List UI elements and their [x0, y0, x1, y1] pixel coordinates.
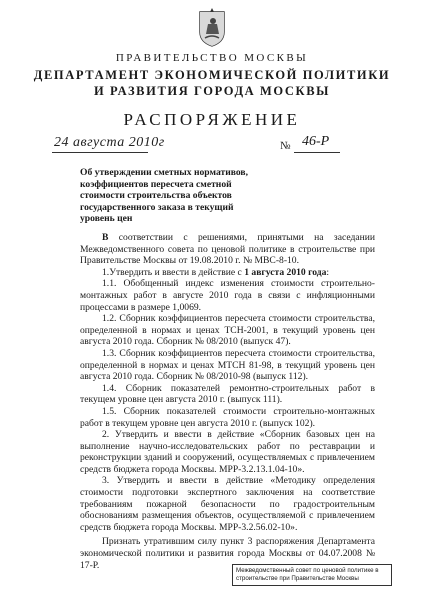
item-1-prefix: 1.Утвердить и ввести в действие с: [102, 266, 245, 278]
intro-paragraph: [80, 232, 375, 267]
moscow-coat-of-arms-icon: [197, 8, 227, 48]
document-body: [80, 232, 375, 571]
document-subject: Об утверждении сметных нормативов, коэффициентов пересчета сметной стоимости строительства объектов государственного заказа в текущий уровень цен: [80, 167, 248, 225]
date-underline: [52, 152, 148, 153]
item-1-date: 1 августа 2010 года: [244, 266, 327, 278]
item-1-1: 1.1. Обобщенный индекс изменения стоимости строительно-монтажных работ в августе 2010 года в связи с инфляционными процессами в размере 1,0069.: [80, 278, 375, 313]
stamp-text: Межведомственный совет по ценовой политике в строительстве при Правительстве Москвы: [232, 564, 392, 586]
number-underline: [294, 152, 340, 153]
document-type-title: РАСПОРЯЖЕНИЕ: [123, 110, 301, 129]
item-1-2: 1.2. Сборник коэффициентов пересчета стоимости строительства, определенной в нормах и ценах ТСН-2001, в текущий уровень цен августа 2010 года. Сборник № 08/2010 (выпуск 47).: [80, 313, 375, 348]
item-1-5: 1.5. Сборник показателей стоимости строительно-монтажных работ в текущем уровне цен августа 2010 г. (выпуск 102).: [80, 405, 375, 429]
item-1-suffix: :: [326, 266, 330, 278]
item-1-4: 1.4. Сборник показателей ремонтно-строительных работ в текущем уровне цен августа 2010 г. (выпуск 111).: [80, 382, 375, 406]
intro-text: соответствии с решениями, принятыми на заседании Межведомственного совета по ценовой политике в строительстве при Правительстве Москвы от 19.08.2010 г. № МВС-8-10.: [80, 232, 376, 267]
department-name-line2: И РАЗВИТИЯ ГОРОДА МОСКВЫ: [93, 84, 331, 98]
document-number: 46-Р: [302, 134, 330, 149]
item-1: [80, 267, 375, 279]
item-3: 3. Утвердить и ввести в действие «Методику определения стоимости подготовки экспертного заключения на соответствие требованиям пожарной безопасности по градостроительным обоснованиям размещения объектов, осуществляемой с привлечением средств бюджета города Москвы. МРР-3.2.56.02-10».: [80, 475, 375, 533]
item-2: 2. Утвердить и ввести в действие «Сборник базовых цен на выполнение научно-исследовательских работ по реставрации и реконструкции зданий и сооружений, осуществляемых с привлечением средств бюджета города Москвы. МРР-3.2.13.1.04-10».: [80, 429, 375, 475]
council-stamp: [232, 564, 392, 586]
number-sign: №: [280, 140, 291, 152]
government-name: ПРАВИТЕЛЬСТВО МОСКВЫ: [115, 52, 309, 64]
item-1-3: 1.3. Сборник коэффициентов пересчета стоимости строительства, определенной в нормах и ценах МТСН 81-98, в текущий уровень цен августа 2010 года. Сборник № 08/2010-98 (выпуск 112).: [80, 347, 375, 383]
department-name-line1: ДЕПАРТАМЕНТ ЭКОНОМИЧЕСКОЙ ПОЛИТИКИ: [33, 68, 391, 82]
intro-lead: В: [102, 232, 109, 243]
document-date: 24 августа 2010г: [54, 135, 165, 150]
closing-paragraph: Признать утратившим силу пункт 3 распоряжения Департамента экономической политики и развития города Москвы от 04.07.2008 № 17-Р.: [80, 536, 375, 571]
